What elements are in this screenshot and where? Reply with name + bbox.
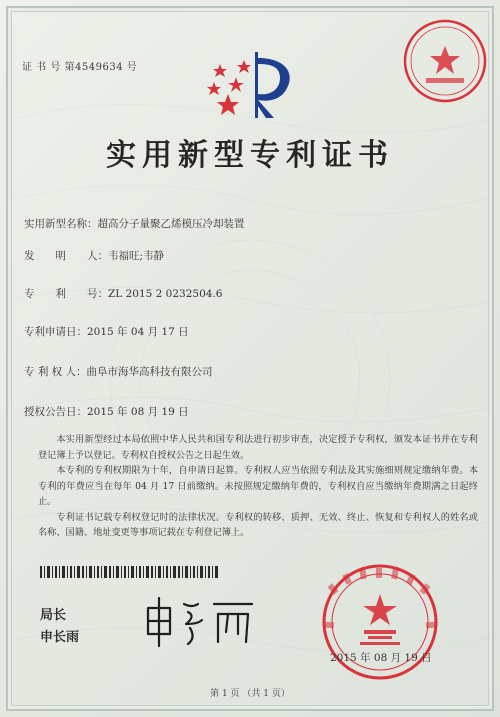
utility-name-field [24,216,245,231]
star-icon [217,94,239,115]
body-paragraph: 本专利的专利权期限为十年，自申请日起算。专利权人应当依照专利法及其实施细则规定缴纳年费。本专利的年费应当在每年 04 月 17 日前缴纳。未按照规定缴纳年费的，专利权自应当缴纳年费期满之日起终止。 [38,465,478,507]
patent-number-field [24,286,222,301]
star-icon [237,60,251,73]
patent-number-label: 专 利 号： [24,288,108,300]
grant-date-field [24,404,189,419]
utility-name-label: 实用新型名称： [24,218,98,230]
patent-holder-label: 专 利 权 人： [24,366,87,378]
patent-number-value: ZL 2015 2 0232504.6 [108,288,223,300]
inventor-value: 韦福旺;韦静 [108,250,165,262]
barcode [40,566,220,578]
star-icon [228,77,244,92]
star-icon [213,64,227,77]
seal-date: 2015 年 08 月 19 日 [330,652,432,664]
filing-date-field [24,324,189,339]
grant-date-label: 授权公告日： [24,406,87,418]
filing-date-value: 2015 年 04 月 17 日 [87,326,189,338]
filing-date-label: 专利申请日： [24,326,87,338]
utility-name-value: 超高分子量聚乙烯模压冷却装置 [97,218,245,230]
star-icon [207,82,221,95]
patent-holder-value: 曲阜市海华高科技有限公司 [86,366,213,378]
director-name-label: 申长雨 [40,630,80,645]
patent-holder-field [24,364,213,379]
official-seal-small [402,18,488,104]
certificate-body [38,432,478,541]
sipo-emblem [200,44,310,124]
handwritten-signature [140,594,260,650]
body-paragraph: 本实用新型经过本局依照中华人民共和国专利法进行初步审查，决定授予专利权，颁发本证书并在专利登记簿上予以登记。专利权自授权公告之日起生效。 [38,434,478,461]
document-title: 实用新型专利证书 [106,138,394,173]
body-paragraph: 专利证书记载专利权登记时的法律状况。专利权的转移、质押、无效、终止、恢复和专利权人的姓名或名称、国籍、地址变更等事项记载在专利登记簿上。 [38,511,478,538]
certificate-number: 证 书 号 第4549634 号 [22,62,138,73]
director-title-label: 局长 [40,608,67,623]
page-footer: 第 1 页 （共 1 页） [210,689,290,699]
inventor-label: 发 明 人： [24,250,108,262]
grant-date-value: 2015 年 08 月 19 日 [87,406,189,418]
inventor-field [24,248,164,263]
